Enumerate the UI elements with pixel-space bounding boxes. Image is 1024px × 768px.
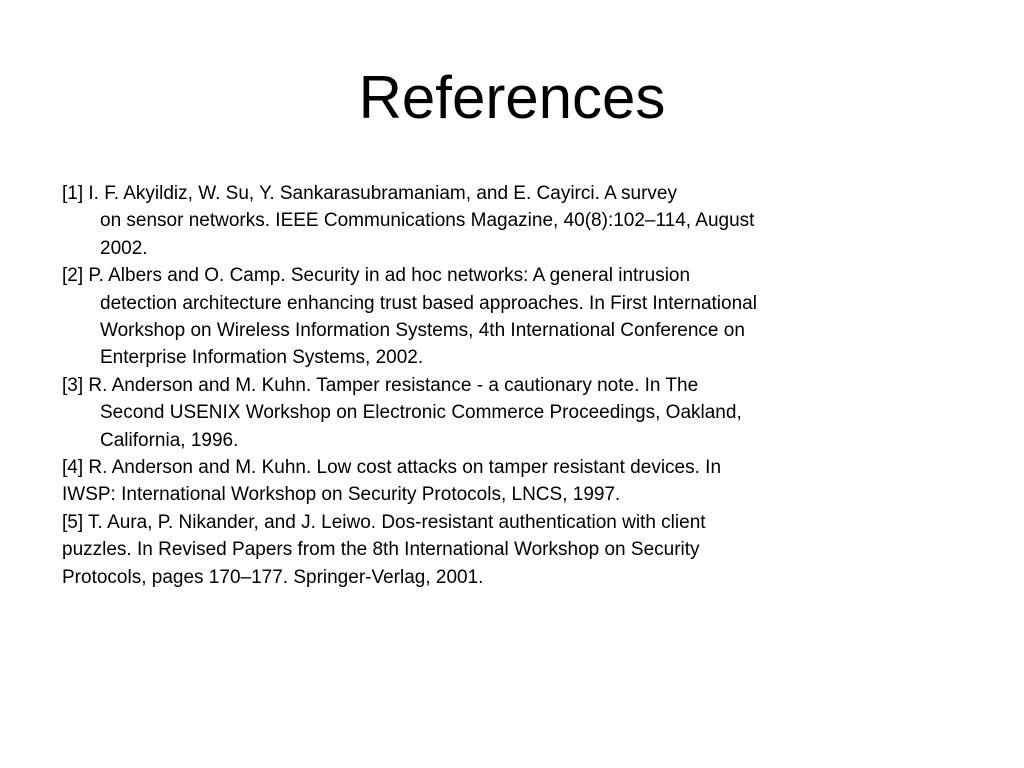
reference-line: Workshop on Wireless Information Systems, 4th International Conference on	[100, 320, 745, 342]
reference-item	[62, 180, 962, 262]
reference-item	[62, 509, 962, 591]
reference-line: [3] R. Anderson and M. Kuhn. Tamper resistance - a cautionary note. In The	[62, 374, 699, 396]
reference-line: [4] R. Anderson and M. Kuhn. Low cost attacks on tamper resistant devices. In	[62, 457, 722, 479]
reference-item	[62, 372, 962, 454]
reference-line: [5] T. Aura, P. Nikander, and J. Leiwo. Dos-resistant authentication with client	[62, 511, 706, 533]
reference-line: 2002.	[100, 237, 148, 259]
reference-line: IWSP: International Workshop on Security Protocols, LNCS, 1997.	[62, 484, 621, 506]
reference-line: [2] P. Albers and O. Camp. Security in ad hoc networks: A general intrusion	[62, 265, 691, 287]
reference-list	[62, 180, 962, 591]
reference-line: detection architecture enhancing trust based approaches. In First International	[100, 292, 757, 314]
reference-line: Protocols, pages 170–177. Springer-Verlag, 2001.	[62, 566, 484, 588]
reference-line: on sensor networks. IEEE Communications Magazine, 40(8):102–114, August	[100, 210, 755, 232]
reference-line: [1] I. F. Akyildiz, W. Su, Y. Sankarasubramaniam, and E. Cayirci. A survey	[62, 183, 677, 204]
reference-line: California, 1996.	[100, 429, 239, 451]
reference-line: puzzles. In Revised Papers from the 8th International Workshop on Security	[62, 539, 700, 561]
slide-title: References	[358, 64, 666, 131]
reference-line: Enterprise Information Systems, 2002.	[100, 347, 424, 369]
reference-item	[62, 262, 962, 372]
reference-line: Second USENIX Workshop on Electronic Commerce Proceedings, Oakland,	[100, 402, 742, 424]
reference-item	[62, 454, 962, 509]
